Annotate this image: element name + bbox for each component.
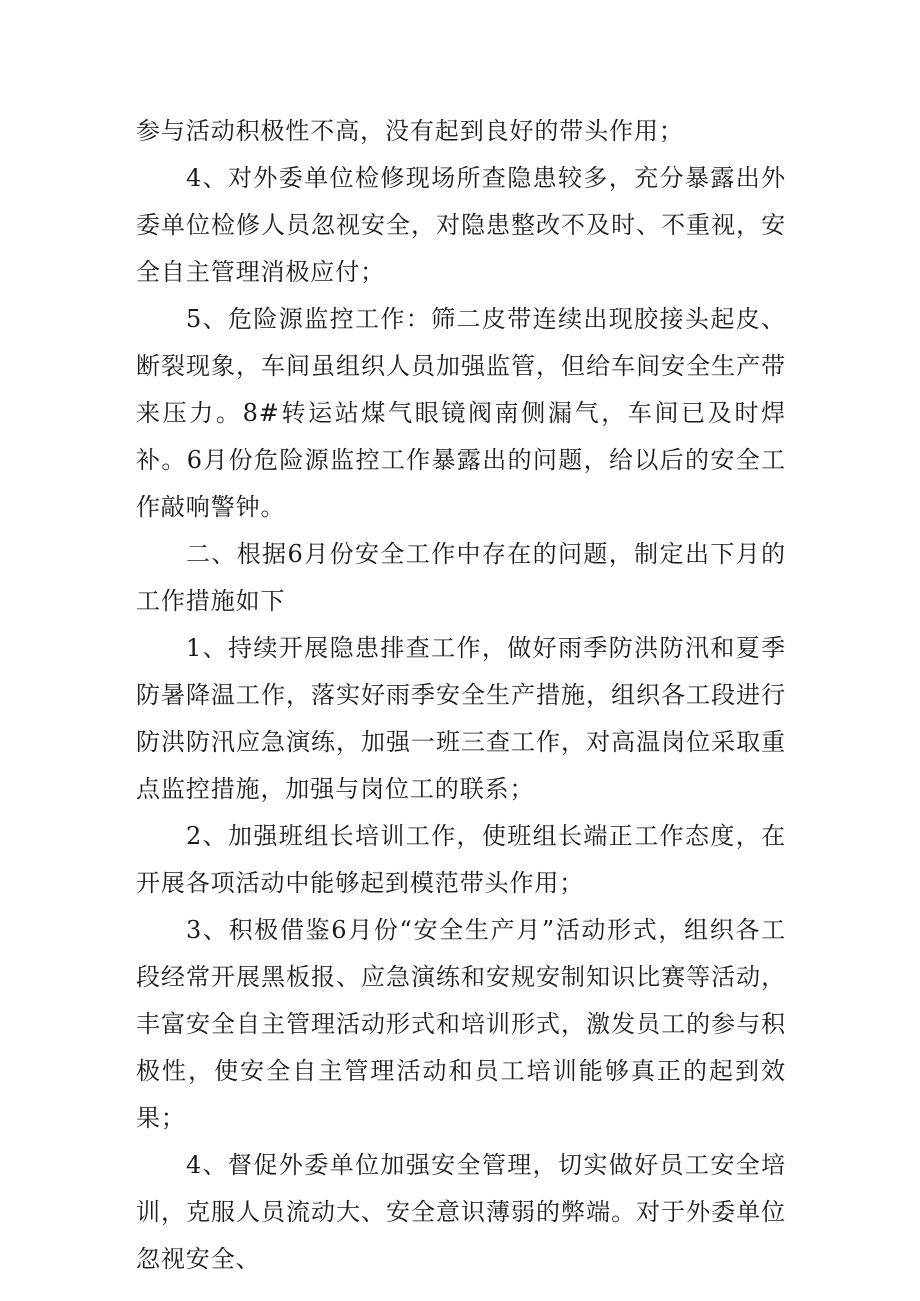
paragraph-measure-4: 4、督促外委单位加强安全管理，切实做好员工安全培训，克服人员流动大、安全意识薄弱的弊端。对于外委单位忽视安全、 (136, 1151, 786, 1273)
paragraph-item-4-outsourced-units: 4、对外委单位检修现场所查隐患较多，充分暴露出外委单位检修人员忽视安全，对隐患整改不及时、不重视，安全自主管理消极应付； (136, 164, 786, 286)
document-body (136, 108, 786, 1283)
paragraph-measure-2: 2、加强班组长培训工作，使班组长端正工作态度，在开展各项活动中能够起到模范带头作用； (136, 822, 786, 897)
paragraph-measure-3: 3、积极借鉴6月份“安全生产月”活动形式，组织各工段经常开展黑板报、应急演练和安规安制知识比赛等活动，丰富安全自主管理活动形式和培训形式，激发员工的参与积极性，使安全自主管理活动和员工培训能够真正的起到效果； (136, 916, 786, 1132)
paragraph-measure-1: 1、持续开展隐患排查工作，做好雨季防洪防汛和夏季防暑降温工作，落实好雨季安全生产措施，组织各工段进行防洪防汛应急演练，加强一班三查工作，对高温岗位采取重点监控措施，加强与岗位工的联系； (136, 634, 786, 803)
paragraph-item-5-hazard-monitoring: 5、危险源监控工作：筛二皮带连续出现胶接头起皮、断裂现象，车间虽组织人员加强监管，但给车间安全生产带来压力。8#转运站煤气眼镜阀南侧漏气，车间已及时焊补。6月份危险源监控工作暴露出的问题，给以后的安全工作敲响警钟。 (136, 305, 786, 521)
paragraph-section-2-heading: 二、根据6月份安全工作中存在的问题，制定出下月的工作措施如下 (136, 540, 786, 615)
paragraph-continuation: 参与活动积极性不高，没有起到良好的带头作用； (136, 117, 684, 145)
